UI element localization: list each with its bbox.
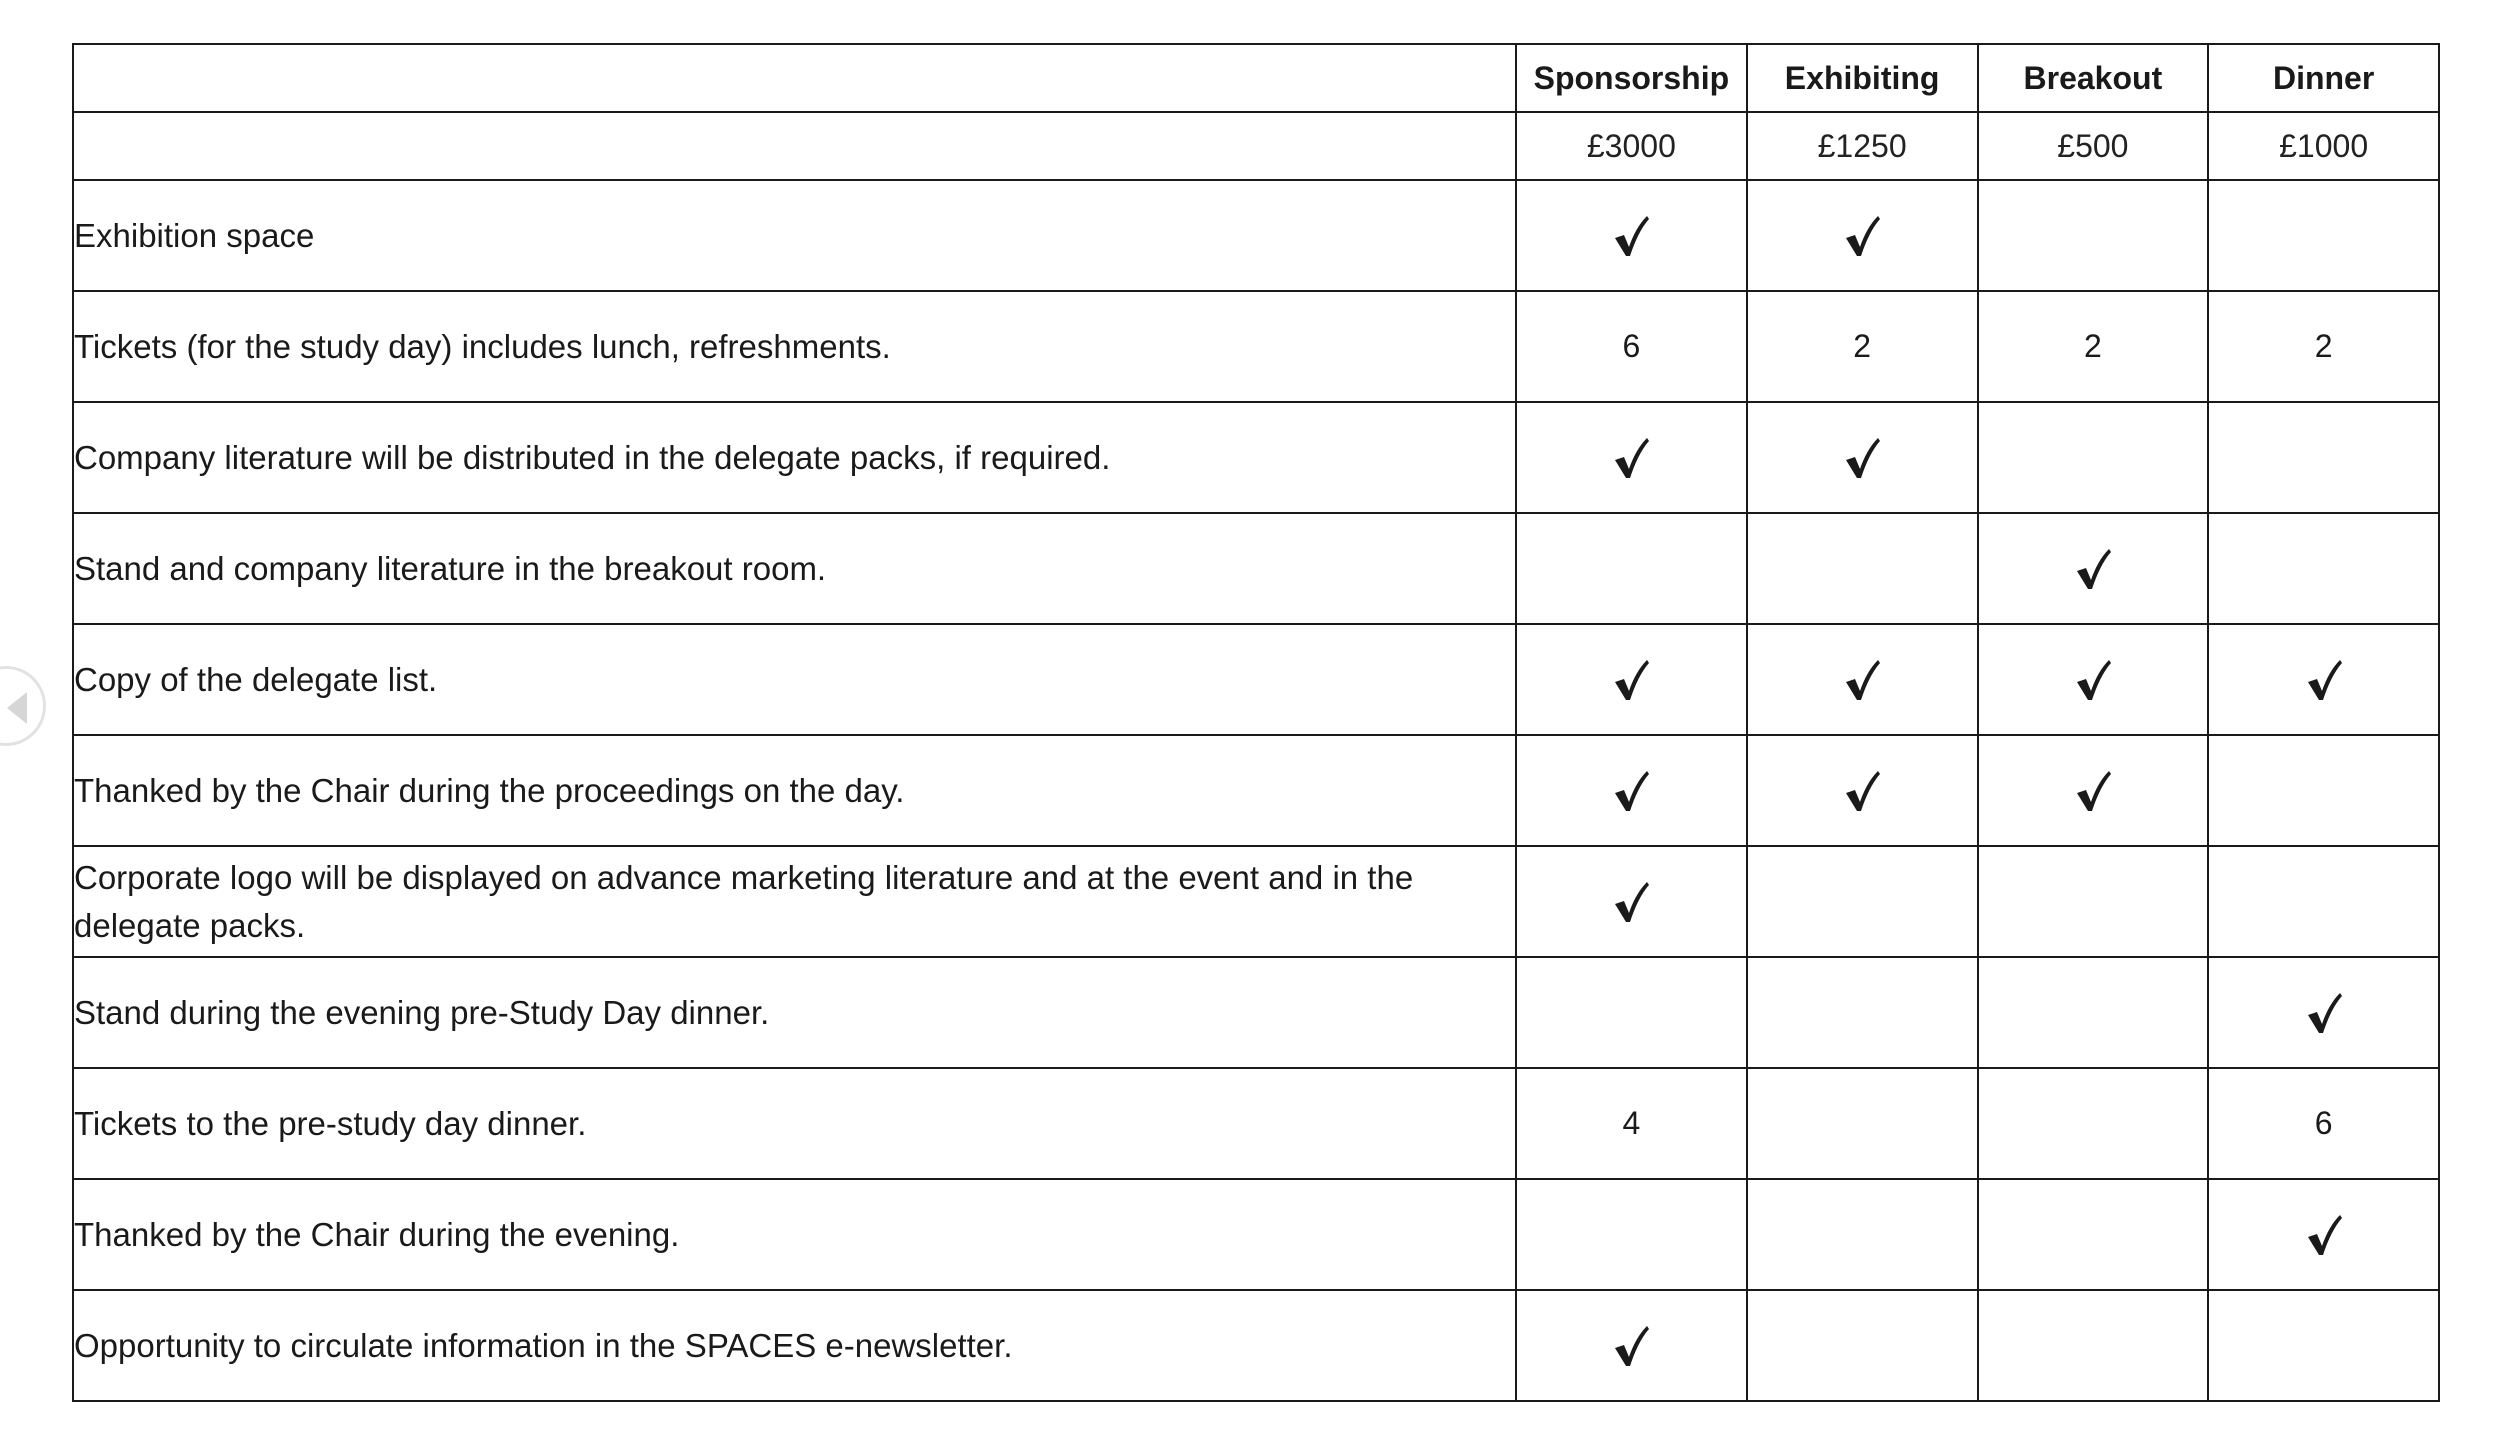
feature-label: Tickets to the pre-study day dinner. (73, 1068, 1516, 1179)
cell-dinner (2208, 1290, 2439, 1401)
table-row (73, 1179, 2439, 1290)
cell-sponsorship (1516, 180, 1747, 291)
ticket-count: 6 (1622, 328, 1641, 364)
feature-rows (73, 180, 2439, 1401)
feature-label: Thanked by the Chair during the evening. (73, 1179, 1516, 1290)
ticket-count: 2 (2083, 328, 2102, 364)
cell-dinner (2208, 846, 2439, 957)
check-icon (2073, 657, 2113, 703)
table-row (73, 291, 2439, 402)
check-icon (1842, 768, 1882, 814)
table-row (73, 1290, 2439, 1401)
cell-breakout (1978, 624, 2209, 735)
ticket-count: 2 (1853, 328, 1872, 364)
table-row (73, 513, 2439, 624)
sponsorship-packages-table (72, 43, 2440, 1402)
price-row (73, 112, 2439, 180)
price-exhibiting: £1250 (1747, 112, 1978, 180)
ticket-count: 6 (2314, 1105, 2333, 1141)
table-row (73, 180, 2439, 291)
price-sponsorship: £3000 (1516, 112, 1747, 180)
cell-sponsorship (1516, 291, 1747, 402)
check-icon (1842, 657, 1882, 703)
cell-sponsorship (1516, 624, 1747, 735)
cell-exhibiting (1747, 180, 1978, 291)
cell-exhibiting (1747, 846, 1978, 957)
cell-sponsorship (1516, 513, 1747, 624)
feature-label: Stand and company literature in the breakout room. (73, 513, 1516, 624)
check-icon (2304, 657, 2344, 703)
check-icon (2304, 990, 2344, 1036)
table-row (73, 735, 2439, 846)
cell-sponsorship (1516, 1068, 1747, 1179)
package-header-sponsorship: Sponsorship (1516, 44, 1747, 112)
check-icon (2073, 768, 2113, 814)
cell-breakout (1978, 1290, 2209, 1401)
cell-breakout (1978, 291, 2209, 402)
cell-exhibiting (1747, 513, 1978, 624)
package-header-dinner: Dinner (2208, 44, 2439, 112)
check-icon (1842, 213, 1882, 259)
cell-breakout (1978, 402, 2209, 513)
cell-exhibiting (1747, 291, 1978, 402)
cell-exhibiting (1747, 402, 1978, 513)
check-icon (1611, 657, 1651, 703)
check-icon (1611, 768, 1651, 814)
table-row (73, 846, 2439, 957)
cell-dinner (2208, 291, 2439, 402)
check-icon (2073, 546, 2113, 592)
cell-sponsorship (1516, 402, 1747, 513)
feature-label: Stand during the evening pre-Study Day dinner. (73, 957, 1516, 1068)
cell-sponsorship (1516, 957, 1747, 1068)
check-icon (1842, 435, 1882, 481)
cell-breakout (1978, 846, 2209, 957)
cell-dinner (2208, 624, 2439, 735)
cell-dinner (2208, 735, 2439, 846)
cell-breakout (1978, 513, 2209, 624)
cell-breakout (1978, 957, 2209, 1068)
package-header-exhibiting: Exhibiting (1747, 44, 1978, 112)
check-icon (1611, 435, 1651, 481)
cell-exhibiting (1747, 957, 1978, 1068)
cell-exhibiting (1747, 624, 1978, 735)
cell-sponsorship (1516, 1290, 1747, 1401)
cell-exhibiting (1747, 735, 1978, 846)
check-icon (1611, 879, 1651, 925)
table-row (73, 957, 2439, 1068)
header-row (73, 44, 2439, 112)
table-row (73, 624, 2439, 735)
cell-breakout (1978, 1068, 2209, 1179)
feature-label: Copy of the delegate list. (73, 624, 1516, 735)
cell-dinner (2208, 957, 2439, 1068)
chevron-left-icon (7, 692, 27, 724)
table-row (73, 402, 2439, 513)
price-breakout: £500 (1978, 112, 2209, 180)
cell-breakout (1978, 180, 2209, 291)
cell-dinner (2208, 513, 2439, 624)
cell-dinner (2208, 180, 2439, 291)
ticket-count: 4 (1622, 1105, 1641, 1141)
feature-label: Company literature will be distributed in the delegate packs, if required. (73, 402, 1516, 513)
cell-exhibiting (1747, 1290, 1978, 1401)
check-icon (2304, 1212, 2344, 1258)
cell-sponsorship (1516, 846, 1747, 957)
previous-page-button[interactable] (0, 666, 46, 746)
header-blank-cell (73, 44, 1516, 112)
feature-label: Opportunity to circulate information in the SPACES e-newsletter. (73, 1290, 1516, 1401)
feature-label: Exhibition space (73, 180, 1516, 291)
cell-dinner (2208, 402, 2439, 513)
feature-label: Corporate logo will be displayed on advance marketing literature and at the event and in the delegate packs. (73, 846, 1516, 957)
cell-exhibiting (1747, 1068, 1978, 1179)
table-row (73, 1068, 2439, 1179)
check-icon (1611, 213, 1651, 259)
cell-sponsorship (1516, 735, 1747, 846)
cell-dinner (2208, 1068, 2439, 1179)
price-dinner: £1000 (2208, 112, 2439, 180)
feature-label: Thanked by the Chair during the proceedings on the day. (73, 735, 1516, 846)
cell-sponsorship (1516, 1179, 1747, 1290)
cell-breakout (1978, 735, 2209, 846)
check-icon (1611, 1323, 1651, 1369)
feature-label: Tickets (for the study day) includes lunch, refreshments. (73, 291, 1516, 402)
ticket-count: 2 (2314, 328, 2333, 364)
price-blank-cell (73, 112, 1516, 180)
cell-exhibiting (1747, 1179, 1978, 1290)
cell-breakout (1978, 1179, 2209, 1290)
cell-dinner (2208, 1179, 2439, 1290)
package-header-breakout: Breakout (1978, 44, 2209, 112)
